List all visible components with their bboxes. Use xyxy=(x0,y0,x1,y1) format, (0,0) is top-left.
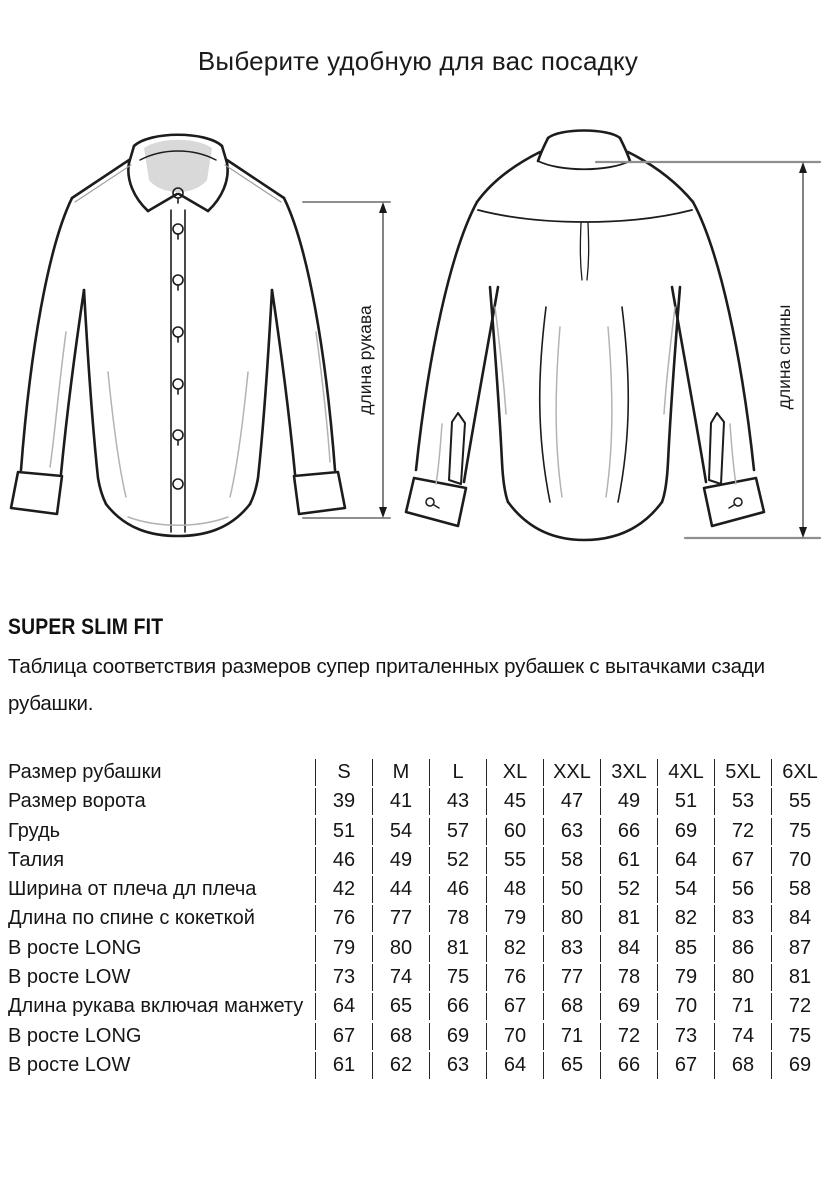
table-row xyxy=(8,847,828,874)
table-row xyxy=(8,905,828,932)
table-cell: 46 xyxy=(429,876,486,903)
table-cell: 44 xyxy=(372,876,429,903)
table-cell: 70 xyxy=(486,1023,543,1050)
section-description: Таблица соответствия размеров супер приталенных рубашек с вытачками сзади рубашки. xyxy=(8,655,765,715)
table-row xyxy=(8,788,828,815)
table-cell: 50 xyxy=(543,876,600,903)
table-cell: 49 xyxy=(372,847,429,874)
table-cell: 53 xyxy=(714,788,771,815)
table-cell: 74 xyxy=(714,1023,771,1050)
table-cell: 79 xyxy=(315,935,372,962)
table-cell: 79 xyxy=(486,905,543,932)
table-cell: 52 xyxy=(600,876,657,903)
table-row-label: В росте LOW xyxy=(8,1053,131,1076)
table-row-label: Грудь xyxy=(8,819,61,842)
table-cell: L xyxy=(429,759,486,786)
table-cell: 67 xyxy=(315,1023,372,1050)
table-cell: 78 xyxy=(429,905,486,932)
table-cell: 85 xyxy=(657,935,714,962)
table-cell: 81 xyxy=(600,905,657,932)
table-cell: 51 xyxy=(315,818,372,845)
table-cell: 60 xyxy=(486,818,543,845)
table-cell: 80 xyxy=(543,905,600,932)
table-cell: 69 xyxy=(771,1052,828,1079)
table-cell: 82 xyxy=(657,905,714,932)
table-cell: 69 xyxy=(600,993,657,1020)
table-cell: 64 xyxy=(657,847,714,874)
table-row-label: В росте LONG xyxy=(8,936,142,959)
table-cell: 66 xyxy=(600,818,657,845)
table-cell: 48 xyxy=(486,876,543,903)
table-cell: 6XL xyxy=(771,759,828,786)
table-cell: M xyxy=(372,759,429,786)
table-cell: 39 xyxy=(315,788,372,815)
table-cell: 77 xyxy=(372,905,429,932)
table-cell: 56 xyxy=(714,876,771,903)
table-cell: 41 xyxy=(372,788,429,815)
table-cell: 54 xyxy=(657,876,714,903)
table-cell: 61 xyxy=(315,1052,372,1079)
table-cell: 65 xyxy=(372,993,429,1020)
table-row xyxy=(8,993,828,1020)
table-cell: 42 xyxy=(315,876,372,903)
table-row-label: В росте LOW xyxy=(8,966,131,989)
table-cell: 83 xyxy=(543,935,600,962)
table-cell: 70 xyxy=(771,847,828,874)
table-cell: XXL xyxy=(543,759,600,786)
table-cell: 75 xyxy=(771,818,828,845)
table-cell: 76 xyxy=(486,964,543,991)
table-row-label: В росте LONG xyxy=(8,1024,142,1047)
table-cell: 75 xyxy=(771,1023,828,1050)
table-cell: 54 xyxy=(372,818,429,845)
table-cell: 71 xyxy=(714,993,771,1020)
table-cell: 69 xyxy=(657,818,714,845)
table-row xyxy=(8,935,828,962)
table-cell: 66 xyxy=(429,993,486,1020)
table-cell: 65 xyxy=(543,1052,600,1079)
table-cell: 73 xyxy=(315,964,372,991)
table-cell: 68 xyxy=(714,1052,771,1079)
table-row xyxy=(8,1052,828,1079)
table-cell: 57 xyxy=(429,818,486,845)
section-heading: SUPER SLIM FIT xyxy=(8,614,164,639)
table-cell: 75 xyxy=(429,964,486,991)
table-cell: 51 xyxy=(657,788,714,815)
table-cell: 68 xyxy=(372,1023,429,1050)
back-length-dimension-label: длина спины xyxy=(774,304,794,410)
shirt-front-drawing xyxy=(8,122,398,562)
table-row-label: Длина по спине с кокеткой xyxy=(8,907,255,930)
table-cell: 58 xyxy=(543,847,600,874)
table-cell: 55 xyxy=(486,847,543,874)
shirt-back-drawing xyxy=(400,122,830,562)
table-cell: 81 xyxy=(429,935,486,962)
table-cell: 80 xyxy=(714,964,771,991)
table-row xyxy=(8,818,828,845)
table-cell: 83 xyxy=(714,905,771,932)
table-cell: 45 xyxy=(486,788,543,815)
table-cell: 62 xyxy=(372,1052,429,1079)
table-cell: 64 xyxy=(486,1052,543,1079)
table-cell: 63 xyxy=(543,818,600,845)
table-cell: 68 xyxy=(543,993,600,1020)
table-cell: XL xyxy=(486,759,543,786)
table-row xyxy=(8,1023,828,1050)
page-title: Выберите удобную для вас посадку xyxy=(197,46,639,76)
table-cell: 66 xyxy=(600,1052,657,1079)
table-cell: 55 xyxy=(771,788,828,815)
table-cell: 87 xyxy=(771,935,828,962)
table-cell: 84 xyxy=(600,935,657,962)
table-cell: 4XL xyxy=(657,759,714,786)
table-cell: 67 xyxy=(714,847,771,874)
sleeve-length-dimension-label: длина рукава xyxy=(355,305,375,415)
table-row-label: Размер рубашки xyxy=(8,761,162,783)
size-table xyxy=(8,759,828,1081)
table-cell: 78 xyxy=(600,964,657,991)
table-cell: 81 xyxy=(771,964,828,991)
table-cell: 52 xyxy=(429,847,486,874)
table-cell: 64 xyxy=(315,993,372,1020)
table-cell: 74 xyxy=(372,964,429,991)
table-cell: 47 xyxy=(543,788,600,815)
table-row-label: Талия xyxy=(8,848,65,871)
table-cell: 84 xyxy=(771,905,828,932)
table-cell: 49 xyxy=(600,788,657,815)
table-cell: 76 xyxy=(315,905,372,932)
table-cell: 43 xyxy=(429,788,486,815)
table-cell: 79 xyxy=(657,964,714,991)
table-cell: 69 xyxy=(429,1023,486,1050)
table-cell: 58 xyxy=(771,876,828,903)
table-cell: 61 xyxy=(600,847,657,874)
table-cell: 67 xyxy=(657,1052,714,1079)
table-cell: 86 xyxy=(714,935,771,962)
table-cell: 72 xyxy=(714,818,771,845)
table-cell: 46 xyxy=(315,847,372,874)
table-cell: 71 xyxy=(543,1023,600,1050)
table-cell: S xyxy=(315,759,372,786)
table-row-label: Размер ворота xyxy=(8,790,146,813)
table-cell: 82 xyxy=(486,935,543,962)
table-row xyxy=(8,876,828,903)
table-row-label: Длина рукава включая манжету xyxy=(8,995,304,1018)
table-cell: 5XL xyxy=(714,759,771,786)
table-cell: 73 xyxy=(657,1023,714,1050)
table-row-label: Ширина от плеча дл плеча xyxy=(8,878,257,901)
table-row xyxy=(8,759,828,786)
table-cell: 72 xyxy=(771,993,828,1020)
table-row xyxy=(8,964,828,991)
table-cell: 67 xyxy=(486,993,543,1020)
table-cell: 70 xyxy=(657,993,714,1020)
table-cell: 77 xyxy=(543,964,600,991)
table-cell: 63 xyxy=(429,1052,486,1079)
table-cell: 3XL xyxy=(600,759,657,786)
table-cell: 72 xyxy=(600,1023,657,1050)
table-cell: 80 xyxy=(372,935,429,962)
